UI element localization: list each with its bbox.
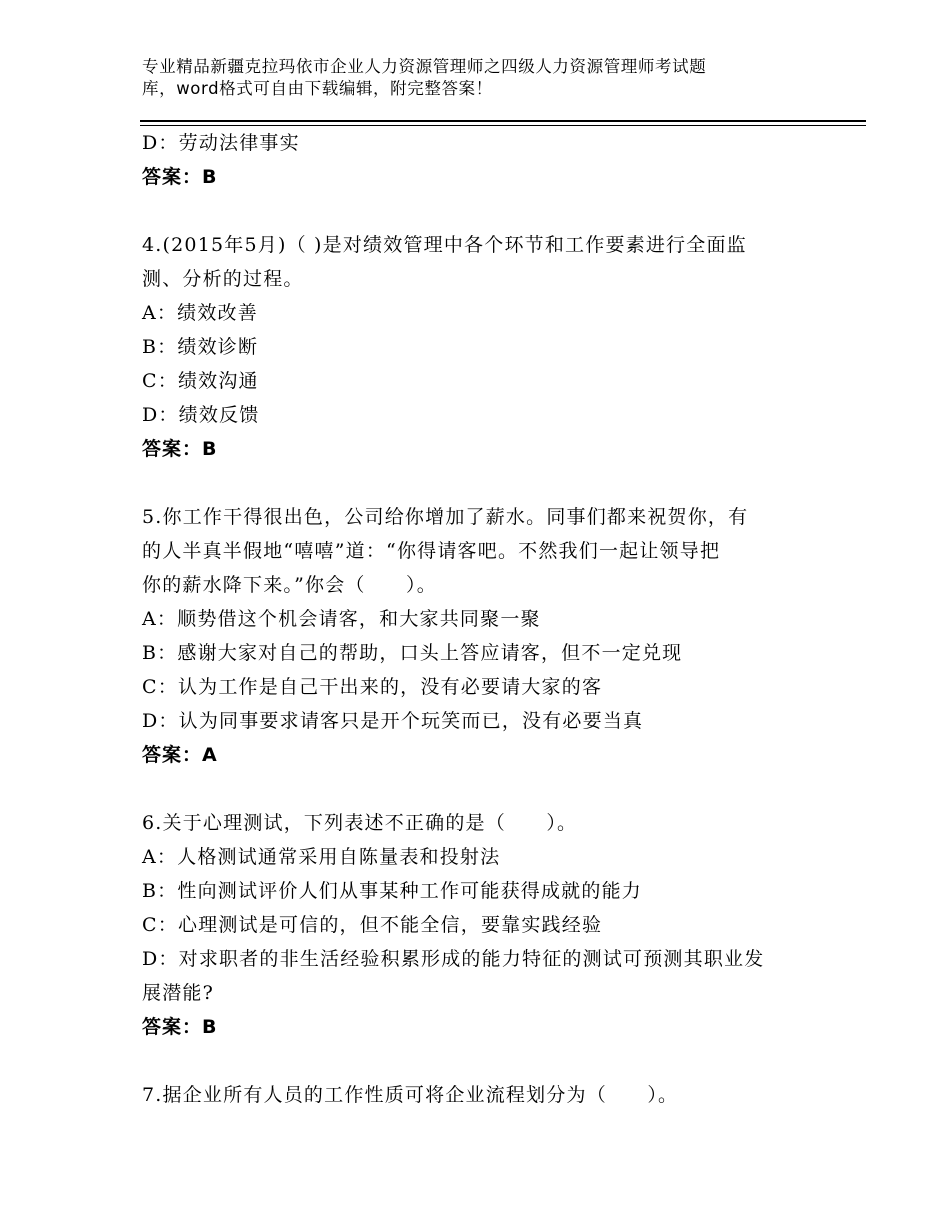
option-d: D：劳动法律事实 xyxy=(142,132,300,154)
question-stem: 5.你工作干得很出色，公司给你增加了薪水。同事们都来祝贺你，有 xyxy=(142,506,749,528)
question-stem: 4.(2015年5月)（ )是对绩效管理中各个环节和工作要素进行全面监 xyxy=(142,234,747,256)
question-7 xyxy=(142,1078,822,1112)
option-d-continued: 展潜能? xyxy=(142,982,214,1004)
spacer xyxy=(142,194,822,228)
option-b: B：性向测试评价人们从事某种工作可能获得成就的能力 xyxy=(142,880,642,902)
header-line-1: 专业精品新疆克拉玛依市企业人力资源管理师之四级人力资源管理师考试题 xyxy=(142,57,707,76)
question-stem-continued: 的人半真半假地“嘻嘻”道：“你得请客吧。不然我们一起让领导把 xyxy=(142,540,721,562)
question-4 xyxy=(142,228,822,466)
option-a: A：顺势借这个机会请客，和大家共同聚一聚 xyxy=(142,608,541,630)
answer-label: 答案：B xyxy=(142,166,218,188)
option-a: A：人格测试通常采用自陈量表和投射法 xyxy=(142,846,501,868)
question-stem-continued: 你的薪水降下来。”你会（ ）。 xyxy=(142,574,437,596)
option-d: D：对求职者的非生活经验积累形成的能力特征的测试可预测其职业发 xyxy=(142,948,765,970)
header-line-2: 库，word格式可自由下载编辑，附完整答案！ xyxy=(142,79,493,98)
answer-label: 答案：A xyxy=(142,744,218,766)
header-divider-thick xyxy=(140,120,866,122)
document-header xyxy=(142,56,842,100)
option-c: C：绩效沟通 xyxy=(142,370,259,392)
option-b: B：感谢大家对自己的帮助，口头上答应请客，但不一定兑现 xyxy=(142,642,683,664)
option-d: D：认为同事要求请客只是开个玩笑而已，没有必要当真 xyxy=(142,710,644,732)
question-stem: 7.据企业所有人员的工作性质可将企业流程划分为（ ）。 xyxy=(142,1084,679,1106)
option-b: B：绩效诊断 xyxy=(142,336,259,358)
question-3-tail xyxy=(142,126,822,194)
option-a: A：绩效改善 xyxy=(142,302,258,324)
question-5 xyxy=(142,500,822,772)
question-6 xyxy=(142,806,822,1044)
option-c: C：认为工作是自己干出来的，没有必要请大家的客 xyxy=(142,676,603,698)
spacer xyxy=(142,1044,822,1078)
question-stem: 6.关于心理测试，下列表述不正确的是（ ）。 xyxy=(142,812,578,834)
spacer xyxy=(142,466,822,500)
option-d: D：绩效反馈 xyxy=(142,404,260,426)
answer-label: 答案：B xyxy=(142,1016,218,1038)
question-stem-continued: 测、分析的过程。 xyxy=(142,268,304,290)
option-c: C：心理测试是可信的，但不能全信，要靠实践经验 xyxy=(142,914,603,936)
question-list xyxy=(142,126,822,1112)
spacer xyxy=(142,772,822,806)
answer-label: 答案：B xyxy=(142,438,218,460)
